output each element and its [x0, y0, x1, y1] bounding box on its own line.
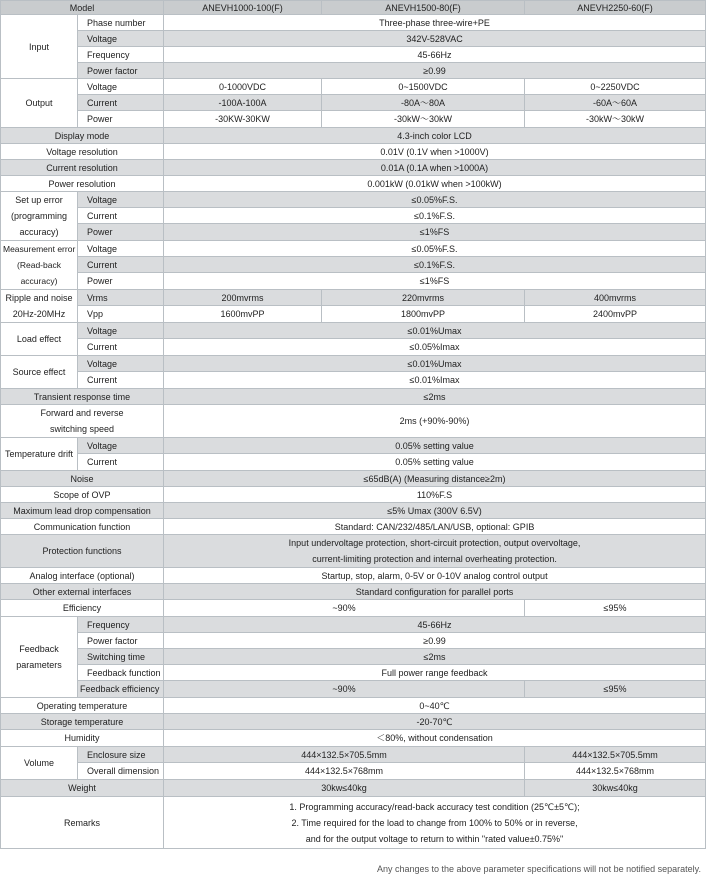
- source-voltage-row: [1, 356, 706, 372]
- row-value: ≤0.1%F.S.: [164, 257, 706, 273]
- row-label: Power factor: [78, 63, 164, 79]
- row-value: ＜80%, without condensation: [164, 730, 706, 747]
- row-label: Remarks: [1, 797, 164, 849]
- row-value: ≤5% Umax (300V 6.5V): [164, 503, 706, 519]
- drift-current-row: [1, 454, 706, 471]
- row-label: Power: [78, 224, 164, 241]
- ovp-row: [1, 487, 706, 503]
- row-value: ≤0.01%Umax: [164, 323, 706, 339]
- row-label: Overall dimension: [78, 763, 164, 780]
- row-label: Transient response time: [1, 389, 164, 405]
- value-line: 2. Time required for the load to change from 100% to 50% or in reverse,: [291, 817, 578, 828]
- value-line: Input undervoltage protection, short-circuit protection, output overvoltage,: [288, 538, 581, 548]
- overall-dimension-row: [1, 763, 706, 780]
- voltage-resolution-row: [1, 144, 706, 160]
- analog-row: [1, 568, 706, 584]
- load-effect-label: Load effect: [1, 323, 78, 356]
- measurement-error-label: [1, 241, 78, 290]
- cell-model-2: 220mvrms: [322, 290, 525, 306]
- display-row: [1, 128, 706, 144]
- cell-model-3: 444×132.5×705.5mm: [525, 747, 706, 763]
- ripple-vpp-row: [1, 306, 706, 323]
- value-line: 1. Programming accuracy/read-back accuracy test condition (25℃±5℃);: [289, 801, 580, 812]
- cell-model-3: -60A～60A: [525, 95, 706, 111]
- cell-model-3: 30kw≤40kg: [525, 780, 706, 797]
- row-label: Display mode: [1, 128, 164, 144]
- current-resolution-row: [1, 160, 706, 176]
- row-value: ≤0.01%Imax: [164, 372, 706, 389]
- row-label: Voltage: [78, 241, 164, 257]
- cell-model-3: 2400mvPP: [525, 306, 706, 323]
- cell-model-3: ≤95%: [525, 600, 706, 617]
- row-value: Three-phase three-wire+PE: [164, 15, 706, 31]
- feedback-function-row: [1, 665, 706, 681]
- feedback-frequency-row: [1, 617, 706, 633]
- row-value: 0.05% setting value: [164, 454, 706, 471]
- feedback-label: [1, 617, 78, 698]
- switching-row: [1, 405, 706, 438]
- header-model-2: ANEVH1500-80(F): [322, 1, 525, 15]
- cell-model-1-2: 444×132.5×768mm: [164, 763, 525, 780]
- row-value: 110%F.S: [164, 487, 706, 503]
- noise-row: [1, 471, 706, 487]
- remarks-row: [1, 797, 706, 849]
- cell-model-3: 400mvrms: [525, 290, 706, 306]
- setup-current-row: [1, 208, 706, 224]
- label-line: Ripple and noise: [5, 293, 73, 303]
- row-value: ≤0.05%F.S.: [164, 241, 706, 257]
- row-value: ≥0.99: [164, 633, 706, 649]
- row-label: Communication function: [1, 519, 164, 535]
- lead-drop-row: [1, 503, 706, 519]
- feedback-pf-row: [1, 633, 706, 649]
- feedback-efficiency-row: [1, 681, 706, 698]
- feedback-switching-row: [1, 649, 706, 665]
- row-label: Phase number: [78, 15, 164, 31]
- label-line: switching speed: [49, 424, 115, 434]
- protection-value: [164, 535, 706, 568]
- output-power-row: [1, 111, 706, 128]
- cell-model-1-2: 30kw≤40kg: [164, 780, 525, 797]
- meas-power-row: [1, 273, 706, 290]
- output-label: Output: [1, 79, 78, 128]
- row-value: 0~40℃: [164, 698, 706, 714]
- row-value: ≤0.05%Imax: [164, 339, 706, 356]
- protection-row: [1, 535, 706, 568]
- row-value: 0.001kW (0.01kW when >100kW): [164, 176, 706, 192]
- weight-row: [1, 780, 706, 797]
- row-label: Scope of OVP: [1, 487, 164, 503]
- operating-temp-row: [1, 698, 706, 714]
- row-value: Full power range feedback: [164, 665, 706, 681]
- cell-model-1-2: ~90%: [164, 681, 525, 698]
- row-label: Power resolution: [1, 176, 164, 192]
- label-line: Feedback: [19, 644, 59, 654]
- input-voltage-row: [1, 31, 706, 47]
- cell-model-1-2: 444×132.5×705.5mm: [164, 747, 525, 763]
- cell-model-2: -30kW～30kW: [322, 111, 525, 128]
- cell-model-2: -80A～80A: [322, 95, 525, 111]
- humidity-row: [1, 730, 706, 747]
- row-value: ≤65dB(A) (Measuring distance≥2m): [164, 471, 706, 487]
- row-value: 0.01V (0.1V when >1000V): [164, 144, 706, 160]
- label-line: Measurement error: [3, 244, 76, 254]
- enclosure-row: [1, 747, 706, 763]
- row-label: Weight: [1, 780, 164, 797]
- row-value: 45-66Hz: [164, 617, 706, 633]
- row-label: Current resolution: [1, 160, 164, 176]
- row-label: Vpp: [78, 306, 164, 323]
- row-value: Standard configuration for parallel ports: [164, 584, 706, 600]
- row-value: 2ms (+90%-90%): [164, 405, 706, 438]
- row-label: Current: [78, 372, 164, 389]
- volume-label: Volume: [1, 747, 78, 780]
- load-current-row: [1, 339, 706, 356]
- label-line: accuracy): [19, 227, 59, 237]
- row-label: Vrms: [78, 290, 164, 306]
- meas-current-row: [1, 257, 706, 273]
- row-value: 45-66Hz: [164, 47, 706, 63]
- input-pf-row: [1, 63, 706, 79]
- switching-label: [1, 405, 164, 438]
- row-label: Power: [78, 111, 164, 128]
- row-label: Feedback function: [78, 665, 164, 681]
- communication-row: [1, 519, 706, 535]
- cell-model-2: 0~1500VDC: [322, 79, 525, 95]
- row-label: Voltage: [78, 31, 164, 47]
- row-label: Voltage resolution: [1, 144, 164, 160]
- header-model: Model: [1, 1, 164, 15]
- ripple-label: [1, 290, 78, 323]
- other-interfaces-row: [1, 584, 706, 600]
- row-label: Current: [78, 257, 164, 273]
- row-label: Current: [78, 454, 164, 471]
- input-frequency-row: [1, 47, 706, 63]
- temperature-drift-label: Temperature drift: [1, 438, 78, 471]
- label-line: (Read-back: [17, 260, 61, 270]
- row-label: Current: [78, 339, 164, 356]
- cell-model-3: 444×132.5×768mm: [525, 763, 706, 780]
- row-label: Other external interfaces: [1, 584, 164, 600]
- row-label: Power: [78, 273, 164, 290]
- row-label: Switching time: [78, 649, 164, 665]
- header-model-1: ANEVH1000-100(F): [164, 1, 322, 15]
- cell-model-1: -100A-100A: [164, 95, 322, 111]
- row-value: ≤2ms: [164, 389, 706, 405]
- row-label: Efficiency: [1, 600, 164, 617]
- row-value: 4.3-inch color LCD: [164, 128, 706, 144]
- output-voltage-row: [1, 79, 706, 95]
- row-label: Feedback efficiency: [78, 681, 164, 698]
- row-label: Enclosure size: [78, 747, 164, 763]
- cell-model-2: 1800mvPP: [322, 306, 525, 323]
- row-label: Frequency: [78, 617, 164, 633]
- load-voltage-row: [1, 323, 706, 339]
- row-value: ≤0.1%F.S.: [164, 208, 706, 224]
- row-value: ≤1%FS: [164, 224, 706, 241]
- footer-note: Any changes to the above parameter specifications will not be notified separately.: [376, 864, 701, 874]
- row-label: Current: [78, 208, 164, 224]
- ripple-vrms-row: [1, 290, 706, 306]
- input-label: Input: [1, 15, 78, 79]
- row-label: Frequency: [78, 47, 164, 63]
- transient-row: [1, 389, 706, 405]
- row-value: ≤2ms: [164, 649, 706, 665]
- row-label: Operating temperature: [1, 698, 164, 714]
- cell-model-1: 0-1000VDC: [164, 79, 322, 95]
- setup-power-row: [1, 224, 706, 241]
- storage-temp-row: [1, 714, 706, 730]
- meas-voltage-row: [1, 241, 706, 257]
- row-value: 0.01A (0.1A when >1000A): [164, 160, 706, 176]
- label-line: Forward and reverse: [40, 408, 124, 418]
- label-line: accuracy): [20, 276, 58, 286]
- row-label: Current: [78, 95, 164, 111]
- row-value: -20-70℃: [164, 714, 706, 730]
- row-label: Power factor: [78, 633, 164, 649]
- row-value: Standard: CAN/232/485/LAN/USB, optional: GPIB: [164, 519, 706, 535]
- row-label: Voltage: [78, 438, 164, 454]
- value-line: current-limiting protection and internal overheating protection.: [312, 554, 557, 564]
- cell-model-3: ≤95%: [525, 681, 706, 698]
- cell-model-3: 0~2250VDC: [525, 79, 706, 95]
- label-line: 20Hz-20MHz: [12, 309, 66, 319]
- label-line: (programming: [10, 211, 68, 221]
- row-value: 0.05% setting value: [164, 438, 706, 454]
- row-label: Humidity: [1, 730, 164, 747]
- row-value: ≤0.01%Umax: [164, 356, 706, 372]
- header-row: [1, 1, 706, 15]
- row-label: Voltage: [78, 323, 164, 339]
- source-effect-label: Source effect: [1, 356, 78, 389]
- row-value: Startup, stop, alarm, 0-5V or 0-10V analog control output: [164, 568, 706, 584]
- cell-model-1-2: ~90%: [164, 600, 525, 617]
- label-line: Set up error: [15, 195, 63, 205]
- source-current-row: [1, 372, 706, 389]
- row-value: 342V-528VAC: [164, 31, 706, 47]
- row-label: Protection functions: [1, 535, 164, 568]
- row-label: Maximum lead drop compensation: [1, 503, 164, 519]
- power-resolution-row: [1, 176, 706, 192]
- value-line: and for the output voltage to return to within "rated value±0.75%": [305, 833, 564, 844]
- cell-model-1: -30KW-30KW: [164, 111, 322, 128]
- drift-voltage-row: [1, 438, 706, 454]
- setup-voltage-row: [1, 192, 706, 208]
- remarks-value: [164, 797, 706, 849]
- row-value: ≥0.99: [164, 63, 706, 79]
- output-current-row: [1, 95, 706, 111]
- row-label: Analog interface (optional): [1, 568, 164, 584]
- row-label: Voltage: [78, 356, 164, 372]
- cell-model-1: 200mvrms: [164, 290, 322, 306]
- cell-model-1: 1600mvPP: [164, 306, 322, 323]
- row-label: Storage temperature: [1, 714, 164, 730]
- row-label: Noise: [1, 471, 164, 487]
- row-label: Voltage: [78, 192, 164, 208]
- label-line: parameters: [16, 660, 62, 670]
- row-value: ≤0.05%F.S.: [164, 192, 706, 208]
- efficiency-row: [1, 600, 706, 617]
- header-model-3: ANEVH2250-60(F): [525, 1, 706, 15]
- row-label: Voltage: [78, 79, 164, 95]
- setup-error-label: [1, 192, 78, 241]
- input-phase-row: [1, 15, 706, 31]
- cell-model-3: -30kW～30kW: [525, 111, 706, 128]
- row-value: ≤1%FS: [164, 273, 706, 290]
